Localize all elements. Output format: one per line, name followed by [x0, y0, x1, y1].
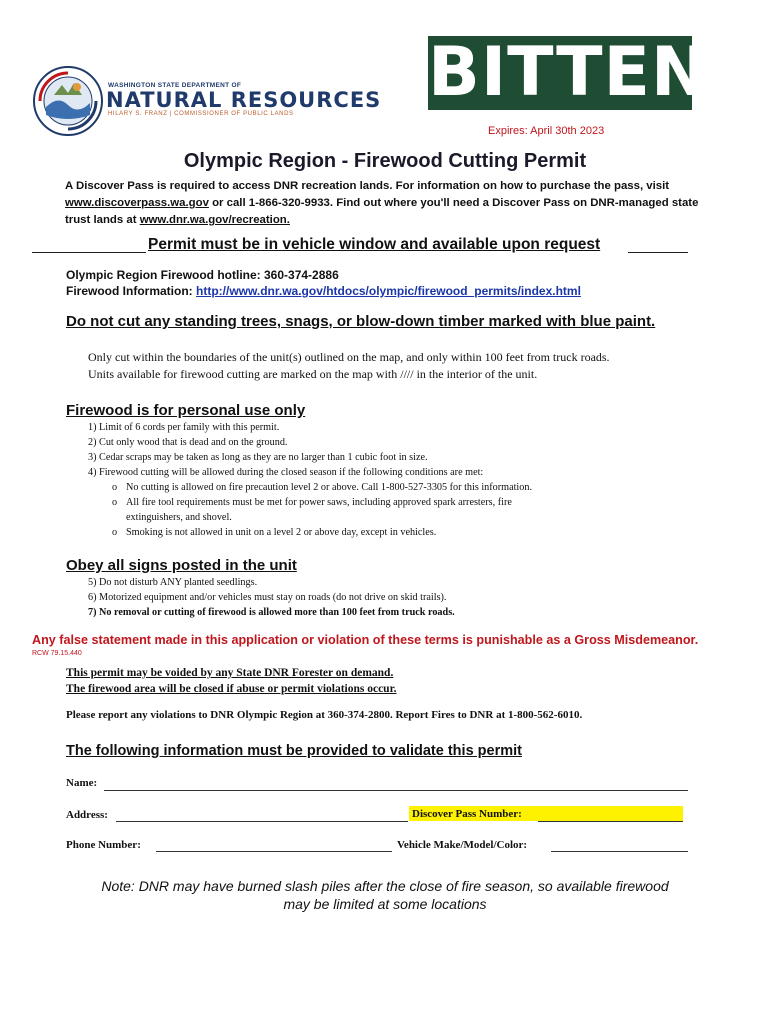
slash-pile-note — [0, 877, 770, 913]
list-item: 5) Do not disturb ANY planted seedlings. — [88, 577, 258, 588]
boundary-line-2: Units available for firewood cutting are marked on the map with //// in the interior of the unit. — [88, 367, 538, 381]
phone-field[interactable] — [156, 851, 392, 852]
sub-list-item: No cutting is allowed on fire precaution level 2 or above. Call 1-800-527-3305 for this information. — [126, 482, 532, 493]
bitten-stamp: BITTEN — [428, 33, 709, 112]
list-item: 7) No removal or cutting of firewood is allowed more than 100 feet from truck roads. — [88, 607, 455, 618]
agency-commissioner: HILARY S. FRANZ | COMMISSIONER OF PUBLIC LANDS — [108, 111, 294, 117]
sub-list-item: Smoking is not allowed in unit on a level 2 or above day, except in vehicles. — [126, 527, 437, 538]
note-line-1: Note: DNR may have burned slash piles after the close of fire season, so available firewood — [101, 878, 669, 894]
rule-right — [628, 252, 688, 253]
expiration-date: Expires: April 30th 2023 — [488, 125, 605, 137]
list-item: 6) Motorized equipment and/or vehicles must stay on roads (do not drive on skid trails). — [88, 592, 447, 603]
intro-text-2: or call 1-866-320-9933. Find out where you'll need a Discover Pass on DNR-managed state trust lands at — [65, 197, 699, 226]
phone-label: Phone Number: — [66, 839, 141, 851]
validate-heading: The following information must be provided to validate this permit — [66, 743, 522, 759]
address-field[interactable] — [116, 821, 408, 822]
bullet-icon: o — [112, 482, 118, 493]
voided-notice: This permit may be voided by any State DNR Forester on demand. — [66, 667, 394, 679]
name-field[interactable] — [104, 790, 688, 791]
rule-left — [32, 252, 146, 253]
report-violations: Please report any violations to DNR Olympic Region at 360-374-2800. Report Fires to DNR at 1-800-562-6010. — [66, 709, 583, 721]
recreation-link[interactable]: www.dnr.wa.gov/recreation. — [139, 214, 290, 226]
note-line-2: may be limited at some locations — [283, 896, 487, 912]
firewood-info — [66, 284, 581, 298]
personal-use-heading: Firewood is for personal use only — [66, 402, 306, 419]
agency-state-label: WASHINGTON STATE DEPARTMENT OF — [108, 82, 242, 89]
list-item: 1) Limit of 6 cords per family with this permit. — [88, 422, 280, 433]
permit-window-notice: Permit must be in vehicle window and available upon request — [148, 236, 601, 253]
vehicle-label: Vehicle Make/Model/Color: — [397, 839, 528, 851]
list-item: 2) Cut only wood that is dead and on the ground. — [88, 437, 288, 448]
list-item: 4) Firewood cutting will be allowed during the closed season if the following conditions are met: — [88, 467, 484, 478]
discover-pass-intro — [65, 178, 725, 229]
vehicle-field[interactable] — [551, 851, 688, 852]
firewood-info-link[interactable]: http://www.dnr.wa.gov/htdocs/olympic/firewood_permits/index.html — [196, 284, 581, 298]
boundary-line-1: Only cut within the boundaries of the unit(s) outlined on the map, and only within 100 feet from truck roads. — [88, 350, 610, 364]
firewood-info-label: Firewood Information: — [66, 284, 196, 298]
sub-list-item: extinguishers, and shovel. — [126, 512, 232, 523]
bullet-icon: o — [112, 527, 118, 538]
page-title: Olympic Region - Firewood Cutting Permit — [183, 150, 587, 172]
blue-paint-warning: Do not cut any standing trees, snags, or blow-down timber marked with blue paint. — [66, 313, 656, 330]
bullet-icon: o — [112, 497, 118, 508]
address-label: Address: — [66, 809, 108, 821]
signs-heading: Obey all signs posted in the unit — [66, 557, 297, 574]
discover-pass-field[interactable] — [538, 821, 683, 822]
intro-text-1: A Discover Pass is required to access DNR recreation lands. For information on how to purchase the pass, visit — [65, 180, 670, 192]
discover-pass-link[interactable]: www.discoverpass.wa.gov — [65, 197, 209, 209]
gross-misdemeanor-warning: Any false statement made in this application or violation of these terms is punishable as a Gross Misdemeanor. — [32, 633, 699, 647]
list-item: 3) Cedar scraps may be taken as long as they are no larger than 1 cubic foot in size. — [88, 452, 428, 463]
name-label: Name: — [66, 777, 98, 789]
discover-pass-label: Discover Pass Number: — [412, 808, 522, 820]
closed-notice: The firewood area will be closed if abuse or permit violations occur. — [66, 683, 397, 695]
dnr-seal-logo — [32, 65, 104, 137]
agency-name: NATURAL RESOURCES — [106, 88, 382, 112]
sub-list-item: All fire tool requirements must be met for power saws, including approved spark arresters, fire — [126, 497, 512, 508]
firewood-hotline: Olympic Region Firewood hotline: 360-374-2886 — [66, 268, 339, 282]
rcw-reference: RCW 79.15.440 — [32, 650, 82, 657]
